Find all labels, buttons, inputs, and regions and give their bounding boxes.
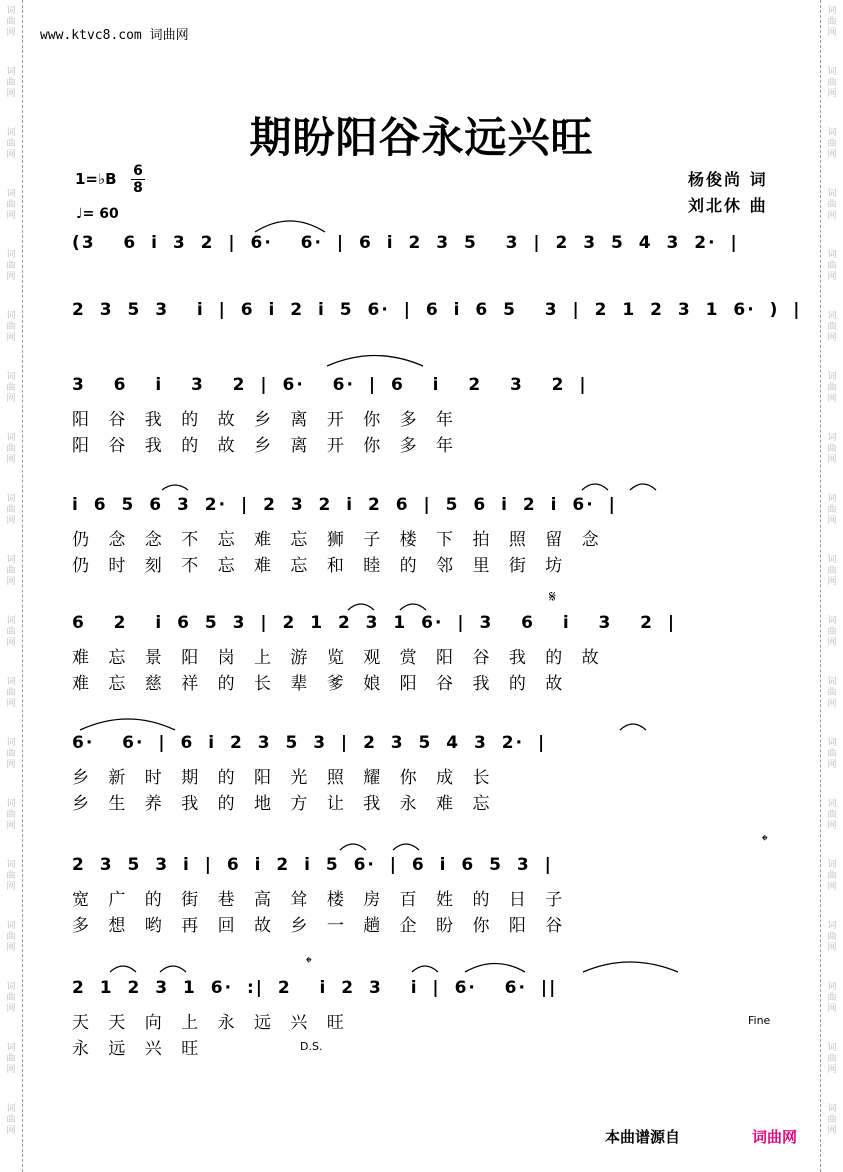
time-signature: 6 8 [131, 164, 145, 195]
lyric-line-verse-2: 多 想 哟 再 回 故 乡 一 趟 企 盼 你 阳 谷 [72, 916, 563, 936]
watermark-block: 词 曲 网 [6, 250, 16, 282]
coda-icon: 𝄌 [306, 953, 312, 972]
watermark-block: 词 曲 网 [6, 189, 16, 221]
watermark-block: 词 曲 网 [827, 128, 837, 160]
lyric-line-verse-1: 宽 广 的 街 巷 高 耸 楼 房 百 姓 的 日 子 [72, 890, 563, 910]
slur [327, 356, 423, 367]
notation-line: 2 1 2 3 1 6· :| 2 i 2 3 i | 6· 6· || [72, 978, 558, 998]
lyric-line-verse-2: 仍 时 刻 不 忘 难 忘 和 睦 的 邻 里 街 坊 [72, 556, 563, 576]
notation-line: 6 2 i 6 5 3 | 2 1 2 3 1 6· | 3 6 i 3 2 | [72, 613, 677, 633]
footer-source-text: 本曲谱源自 [605, 1128, 681, 1146]
watermark-block: 词 曲 网 [827, 6, 837, 38]
watermark-block: 词 曲 网 [827, 860, 837, 892]
tempo-mark: ♩= 60 [76, 206, 119, 222]
fine-mark: Fine [748, 1014, 771, 1027]
lyric-line-verse-1: 仍 念 念 不 忘 难 忘 狮 子 楼 下 拍 照 留 念 [72, 530, 599, 550]
watermark-block: 词 曲 网 [6, 616, 16, 648]
watermark-block: 词 曲 网 [827, 555, 837, 587]
watermark-block: 词 曲 网 [6, 555, 16, 587]
notation-line: 2 3 5 3 i | 6 i 2 i 5 6· | 6 i 6 5 3 | 2 1 2 3 1 6· ) | [72, 300, 802, 320]
lyricist-credit: 杨俊尚 词 [688, 170, 768, 189]
watermark-block: 词 曲 网 [6, 738, 16, 770]
watermark-block: 词 曲 网 [827, 494, 837, 526]
key-signature: 1=♭B [75, 170, 117, 188]
watermark-block: 词 曲 网 [6, 6, 16, 38]
watermark-block: 词 曲 网 [827, 67, 837, 99]
lyric-line-verse-2: 永 远 兴 旺 [72, 1039, 199, 1059]
watermark-block: 词 曲 网 [6, 372, 16, 404]
slur [412, 966, 438, 972]
watermark-block: 词 曲 网 [6, 1043, 16, 1075]
watermark-block: 词 曲 网 [827, 616, 837, 648]
lyric-line-verse-1: 乡 新 时 期 的 阳 光 照 耀 你 成 长 [72, 768, 490, 788]
slur [162, 485, 188, 490]
slur [255, 221, 325, 232]
notation-line: 6· 6· | 6 i 2 3 5 3 | 2 3 5 4 3 2· | [72, 733, 547, 753]
watermark-block: 词 曲 网 [6, 921, 16, 953]
watermark-block: 词 曲 网 [827, 433, 837, 465]
slur [400, 604, 426, 610]
watermark-block: 词 曲 网 [827, 1043, 837, 1075]
lyric-line-verse-1: 天 天 向 上 永 远 兴 旺 [72, 1013, 344, 1033]
lyric-line-verse-2: 难 忘 慈 祥 的 长 辈 爹 娘 阳 谷 我 的 故 [72, 674, 563, 694]
slur [110, 966, 136, 972]
watermark-block: 词 曲 网 [827, 677, 837, 709]
slur [620, 724, 646, 730]
slur [348, 604, 374, 610]
watermark-block: 词 曲 网 [827, 982, 837, 1014]
watermark-block: 词 曲 网 [6, 982, 16, 1014]
left-dashed-border [22, 0, 23, 1172]
watermark-block: 词 曲 网 [6, 860, 16, 892]
watermark-block: 词 曲 网 [6, 677, 16, 709]
watermark-block: 词 曲 网 [827, 250, 837, 282]
watermark-block: 词 曲 网 [827, 372, 837, 404]
slur [630, 484, 656, 490]
lyric-line-verse-1: 难 忘 景 阳 岗 上 游 览 观 赏 阳 谷 我 的 故 [72, 648, 599, 668]
watermark-block: 词 曲 网 [827, 1104, 837, 1136]
lyric-line-verse-1: 阳 谷 我 的 故 乡 离 开 你 多 年 [72, 410, 454, 430]
watermark-block: 词 曲 网 [827, 738, 837, 770]
slur [80, 719, 175, 730]
right-dashed-border [820, 0, 821, 1172]
watermark-block: 词 曲 网 [827, 311, 837, 343]
notation-line: 3 6 i 3 2 | 6· 6· | 6 i 2 3 2 | [72, 375, 588, 395]
footer-brand-link[interactable]: 词曲网 [752, 1128, 798, 1146]
lyric-line-verse-2: 乡 生 养 我 的 地 方 让 我 永 难 忘 [72, 794, 490, 814]
watermark-block: 词 曲 网 [6, 128, 16, 160]
lyric-line-verse-2: 阳 谷 我 的 故 乡 离 开 你 多 年 [72, 436, 454, 456]
notation-line: 2 3 5 3 i | 6 i 2 i 5 6· | 6 i 6 5 3 | [72, 855, 553, 875]
slur [583, 962, 678, 972]
slur [582, 484, 608, 490]
slur [393, 844, 419, 850]
coda-icon: 𝄌 [762, 831, 768, 850]
segno-icon: 𝄋 [549, 587, 556, 606]
slur [340, 844, 366, 850]
ds-mark: D.S. [300, 1040, 323, 1053]
watermark-block: 词 曲 网 [6, 494, 16, 526]
notation-line: (3 6 i 3 2 | 6· 6· | 6 i 2 3 5 3 | 2 3 5 4 3 2· | [72, 233, 739, 253]
watermark-block: 词 曲 网 [6, 433, 16, 465]
watermark-block: 词 曲 网 [6, 67, 16, 99]
watermark-block: 词 曲 网 [827, 799, 837, 831]
song-title: 期盼阳谷永远兴旺 [249, 113, 594, 162]
watermark-block: 词 曲 网 [827, 921, 837, 953]
watermark-block: 词 曲 网 [6, 799, 16, 831]
slur [465, 964, 525, 973]
watermark-block: 词 曲 网 [6, 311, 16, 343]
notation-line: i 6 5 6 3 2· | 2 3 2 i 2 6 | 5 6 i 2 i 6· | [72, 495, 617, 515]
slur [160, 966, 186, 972]
composer-credit: 刘北休 曲 [688, 196, 768, 215]
watermark-block: 词 曲 网 [827, 189, 837, 221]
site-url[interactable]: www.ktvc8.com 词曲网 [40, 28, 189, 43]
watermark-block: 词 曲 网 [6, 1104, 16, 1136]
